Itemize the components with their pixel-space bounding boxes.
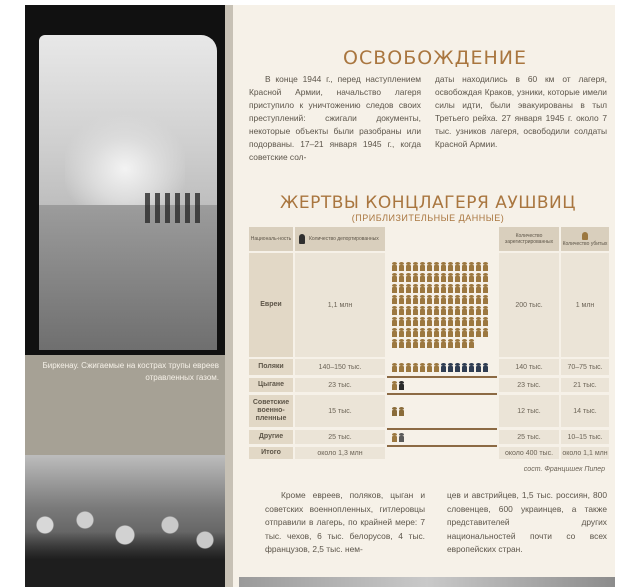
person-figure-icon	[413, 328, 418, 337]
others-icon-row	[387, 430, 497, 444]
document-page	[25, 5, 615, 587]
person-figure-icon	[455, 306, 460, 315]
person-figure-icon	[434, 295, 439, 304]
row-killed: 21 тыс.	[561, 378, 609, 392]
person-figure-icon	[392, 273, 397, 282]
header-registered: Количество зарегистрированных	[499, 227, 559, 251]
photo-birkenau-burning	[25, 5, 225, 355]
person-figure-icon	[399, 306, 404, 315]
person-figure-icon	[392, 317, 397, 326]
person-figure-icon	[462, 339, 467, 348]
person-figure-icon	[434, 339, 439, 348]
row-nationality: Итого	[249, 447, 293, 459]
total-empty-cell	[387, 447, 497, 459]
person-figure-icon	[420, 273, 425, 282]
person-figure-icon	[469, 284, 474, 293]
outro-left-column: Кроме евреев, поляков, цыган и советских военнопленных, гитлеровцы отправили в лагерь, по крайней мере: 7 тыс. чехов, 6 тыс. белорусов, 4 тыс. французов, 2,5 тыс. нем-	[265, 490, 425, 554]
person-figure-icon	[469, 295, 474, 304]
row-registered: 12 тыс.	[499, 395, 559, 427]
person-figure-icon	[399, 363, 404, 372]
person-figure-icon	[448, 328, 453, 337]
person-figure-icon	[392, 284, 397, 293]
header-nationality: Националь-ность	[249, 227, 293, 251]
row-deported: 1,1 млн	[295, 253, 385, 357]
person-figure-icon	[441, 284, 446, 293]
person-figure-icon	[469, 317, 474, 326]
header-deported	[295, 227, 385, 251]
jews-icon-grid	[387, 253, 497, 357]
person-figure-icon	[427, 328, 432, 337]
person-figure-icon	[448, 363, 453, 372]
person-figure-icon	[427, 317, 432, 326]
row-deported: 23 тыс.	[295, 378, 385, 392]
person-figure-icon	[399, 407, 404, 416]
person-figure-icon	[455, 317, 460, 326]
row-nationality: Советские военно-пленные	[249, 395, 293, 427]
person-figure-icon	[406, 284, 411, 293]
person-figure-icon	[413, 339, 418, 348]
person-figure-icon	[469, 328, 474, 337]
row-killed: 10–15 тыс.	[561, 430, 609, 444]
person-figure-icon	[413, 363, 418, 372]
person-figure-icon	[476, 262, 481, 271]
person-figure-icon	[413, 306, 418, 315]
person-figure-icon	[462, 262, 467, 271]
photo-caption-box	[25, 355, 225, 455]
row-deported: 25 тыс.	[295, 430, 385, 444]
row-killed: 70–75 тыс.	[561, 359, 609, 375]
person-figure-icon	[427, 262, 432, 271]
person-figure-icon	[406, 363, 411, 372]
person-figure-icon	[455, 339, 460, 348]
photo-prisoners	[25, 455, 225, 587]
person-figure-icon	[413, 317, 418, 326]
gypsies-icon-row	[387, 378, 497, 392]
person-figure-icon	[455, 363, 460, 372]
person-figure-icon	[420, 262, 425, 271]
person-figure-icon	[420, 328, 425, 337]
person-figure-icon	[483, 317, 488, 326]
row-registered: 23 тыс.	[499, 378, 559, 392]
bottom-photo-edge	[239, 577, 615, 587]
person-figure-icon	[420, 306, 425, 315]
person-figure-icon	[448, 262, 453, 271]
table-subtitle: (ПРИБЛИЗИТЕЛЬНЫЕ ДАННЫЕ)	[351, 213, 505, 223]
row-registered: около 400 тыс.	[499, 447, 559, 459]
person-figure-icon	[434, 328, 439, 337]
intro-left-column: В конце 1944 г., перед наступлением Красной Армии, начальство лагеря приступило к уничтожению следов своих преступлений: сжигали документы, некоторые объекты были разобраны или подорваны. 17–21 января 1945 г., когда советские сол-	[249, 74, 421, 162]
person-figure-icon	[455, 284, 460, 293]
person-figure-icon	[427, 306, 432, 315]
person-figure-icon	[462, 284, 467, 293]
person-figure-icon	[483, 295, 488, 304]
person-figure-icon	[476, 273, 481, 282]
person-figure-icon	[469, 363, 474, 372]
person-figure-icon	[441, 363, 446, 372]
person-figure-icon	[406, 295, 411, 304]
person-figure-icon	[462, 363, 467, 372]
person-figure-icon	[406, 317, 411, 326]
person-figure-icon	[427, 284, 432, 293]
person-figure-icon	[483, 273, 488, 282]
person-figure-icon	[441, 339, 446, 348]
person-figure-icon	[476, 284, 481, 293]
person-figure-icon	[462, 295, 467, 304]
row-killed: 14 тыс.	[561, 395, 609, 427]
person-figure-icon	[462, 317, 467, 326]
person-figure-icon	[420, 339, 425, 348]
row-nationality: Поляки	[249, 359, 293, 375]
person-figure-icon	[413, 284, 418, 293]
person-figure-icon	[434, 273, 439, 282]
person-figure-icon	[469, 339, 474, 348]
person-figure-icon	[448, 317, 453, 326]
person-figure-icon	[392, 295, 397, 304]
person-figure-icon	[392, 339, 397, 348]
person-figure-icon	[427, 273, 432, 282]
person-figure-icon	[483, 306, 488, 315]
soviet-icon-row	[387, 395, 497, 427]
person-figure-icon	[441, 262, 446, 271]
person-figure-icon	[413, 273, 418, 282]
person-figure-icon	[392, 262, 397, 271]
person-figure-icon	[476, 363, 481, 372]
person-figure-icon	[441, 317, 446, 326]
person-figure-icon	[448, 295, 453, 304]
person-figure-icon	[469, 262, 474, 271]
row-registered: 25 тыс.	[499, 430, 559, 444]
person-figure-icon	[476, 295, 481, 304]
person-figure-icon	[455, 328, 460, 337]
person-figure-icon	[462, 328, 467, 337]
person-figure-icon	[434, 262, 439, 271]
person-figure-icon	[476, 317, 481, 326]
person-figure-icon	[476, 328, 481, 337]
person-figure-icon	[441, 295, 446, 304]
table-credit: сост. Францишек Пипер	[523, 466, 605, 473]
person-figure-icon	[469, 273, 474, 282]
person-figure-icon	[455, 262, 460, 271]
person-figure-icon	[483, 262, 488, 271]
icon-grid	[391, 261, 495, 349]
photo-ground	[39, 205, 217, 350]
person-figure-icon	[427, 339, 432, 348]
person-figure-icon	[434, 363, 439, 372]
outro-right-column: цев и австрийцев, 1,5 тыс. россиян, 800 словенцев, 600 украинцев, а также представителей других национальностей почти со всех европейских стран.	[447, 490, 607, 554]
person-figure-icon	[392, 407, 397, 416]
person-figure-icon	[441, 328, 446, 337]
person-figure-icon	[434, 284, 439, 293]
person-figure-icon	[427, 363, 432, 372]
person-figure-icon	[441, 273, 446, 282]
person-figure-icon	[462, 306, 467, 315]
person-figure-icon	[399, 273, 404, 282]
poles-icon-row	[387, 359, 497, 375]
person-figure-icon	[420, 284, 425, 293]
photo-figures	[145, 193, 205, 223]
person-figure-icon	[399, 328, 404, 337]
person-figure-icon	[392, 306, 397, 315]
person-figure-icon	[399, 381, 404, 390]
photo-caption: Биркенау. Сжигаемые на кострах трупы евреев отравленных газом.	[42, 361, 219, 382]
row-killed: около 1,1 млн	[561, 447, 609, 459]
person-figure-icon	[420, 363, 425, 372]
row-deported: 140–150 тыс.	[295, 359, 385, 375]
person-figure-icon	[483, 284, 488, 293]
person-figure-icon	[441, 306, 446, 315]
person-figure-icon	[392, 328, 397, 337]
header-killed-label: Количество убитых	[562, 240, 608, 247]
person-figure-icon	[392, 363, 397, 372]
person-figure-icon	[399, 339, 404, 348]
person-icon	[299, 234, 305, 244]
row-killed: 1 млн	[561, 253, 609, 357]
person-figure-icon	[483, 363, 488, 372]
row-nationality: Цыгане	[249, 378, 293, 392]
person-figure-icon	[413, 295, 418, 304]
person-icon	[582, 232, 588, 240]
person-figure-icon	[406, 339, 411, 348]
photo-smoke	[65, 115, 185, 205]
person-figure-icon	[406, 273, 411, 282]
person-figure-icon	[427, 295, 432, 304]
person-figure-icon	[413, 262, 418, 271]
row-registered: 140 тыс.	[499, 359, 559, 375]
person-figure-icon	[469, 306, 474, 315]
person-figure-icon	[392, 433, 397, 442]
person-figure-icon	[399, 262, 404, 271]
row-nationality: Евреи	[249, 253, 293, 357]
section-title: ОСВОБОЖДЕНИЕ	[342, 47, 528, 69]
header-deported-label: Количество депортированных	[309, 236, 379, 242]
header-killed	[561, 227, 609, 251]
photo-crowd	[25, 495, 225, 587]
person-figure-icon	[399, 295, 404, 304]
person-figure-icon	[448, 284, 453, 293]
person-figure-icon	[455, 295, 460, 304]
person-figure-icon	[462, 273, 467, 282]
person-figure-icon	[448, 339, 453, 348]
row-registered: 200 тыс.	[499, 253, 559, 357]
intro-right-column: даты находились в 60 км от лагеря, освобождая Краков, узники, которые имели силы идти, были эвакуированы в тыл Третьего рейха. 27 января 1945 г. около 7 тыс. узников лагеря, освободили солдаты Красной Армии.	[435, 74, 607, 149]
person-figure-icon	[406, 328, 411, 337]
person-figure-icon	[476, 306, 481, 315]
person-figure-icon	[420, 317, 425, 326]
row-deported: 15 тыс.	[295, 395, 385, 427]
person-figure-icon	[434, 306, 439, 315]
person-figure-icon	[420, 295, 425, 304]
person-figure-icon	[392, 381, 397, 390]
person-figure-icon	[483, 328, 488, 337]
row-nationality: Другие	[249, 430, 293, 444]
person-figure-icon	[399, 433, 404, 442]
person-figure-icon	[434, 317, 439, 326]
table-title: ЖЕРТВЫ КОНЦЛАГЕРЯ АУШВИЦ	[280, 193, 576, 213]
person-figure-icon	[448, 306, 453, 315]
person-figure-icon	[455, 273, 460, 282]
person-figure-icon	[406, 262, 411, 271]
person-figure-icon	[448, 273, 453, 282]
person-figure-icon	[399, 317, 404, 326]
person-figure-icon	[406, 306, 411, 315]
row-deported: около 1,3 млн	[295, 447, 385, 459]
person-figure-icon	[399, 284, 404, 293]
page-divider-strip	[225, 5, 233, 587]
